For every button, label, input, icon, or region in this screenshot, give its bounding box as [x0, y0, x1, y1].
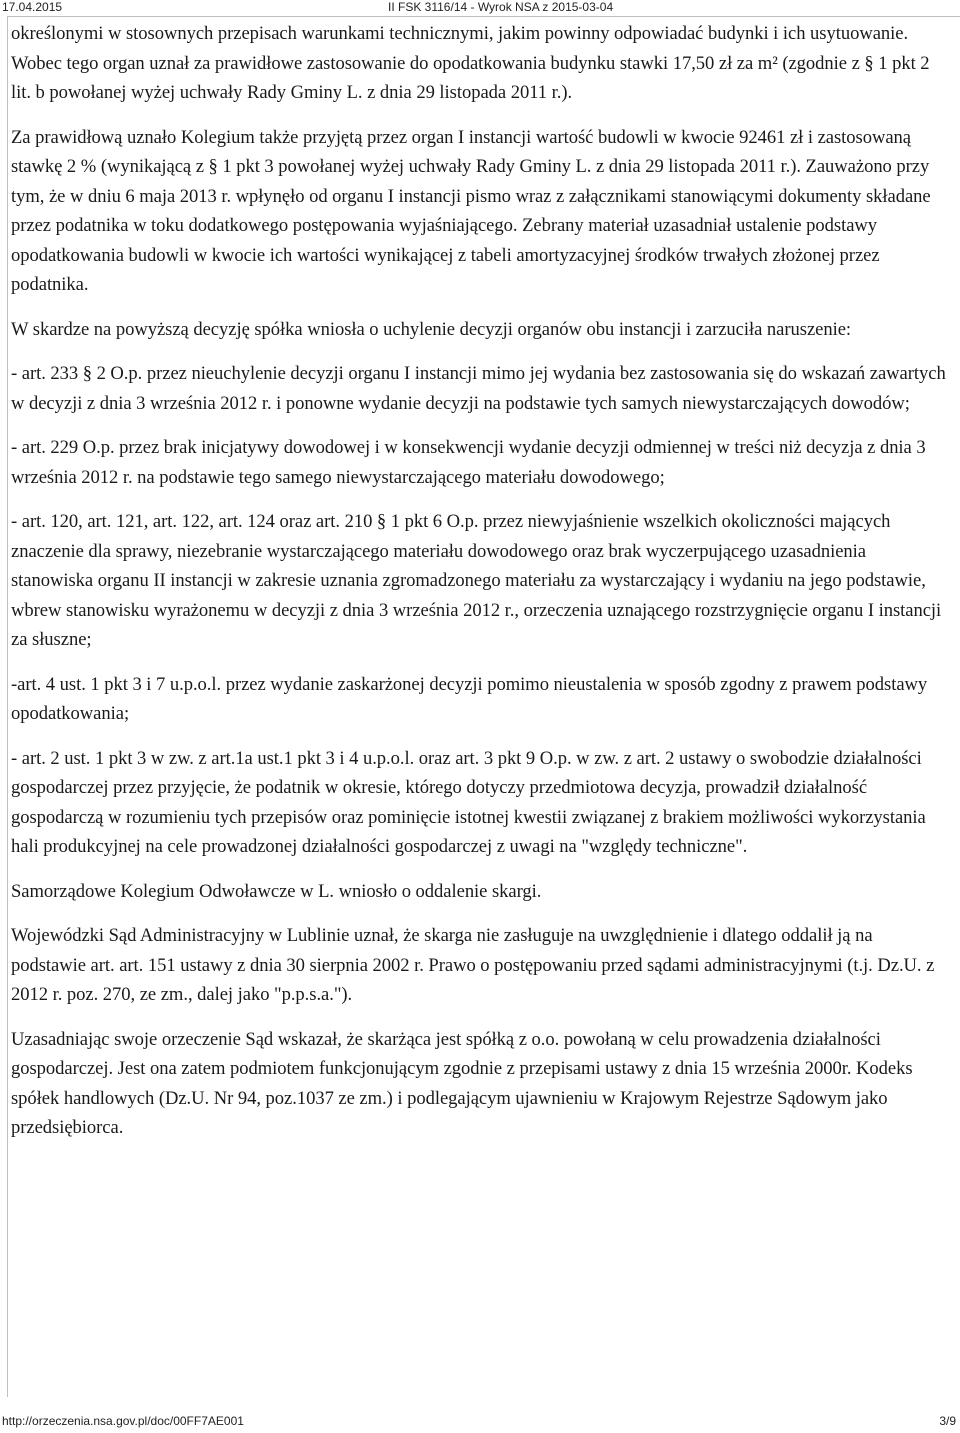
judgment-text — [11, 19, 951, 1158]
paragraph-charge-art-4: -art. 4 ust. 1 pkt 3 i 7 u.p.o.l. przez wydanie zaskarżonej decyzji pomimo nieustalenia w sposób zgodny z prawem podstawy opodatkowania; — [11, 673, 928, 724]
print-date: 17.04.2015 — [2, 0, 63, 14]
paragraph-building-rate: określonymi w stosownych przepisach warunkami technicznymi, jakim powinny odpowiadać budynki i ich usytuowanie. Wobec tego organ uznał za prawidłowe zastosowanie do opodatkowania budynku stawki 17,50 zł za m² (zgodnie z § 1 pkt 2 lit. b powołanej wyżej uchwały Rady Gminy L. z dnia 29 listopada 2011 r.). — [11, 23, 930, 103]
print-footer — [0, 1413, 960, 1429]
paragraph-structure-value: Za prawidłową uznało Kolegium także przyjętą przez organ I instancji wartość budowli w kwocie 92461 zł i zastosowaną stawkę 2 % (wynikającą z § 1 pkt 3 powołanej wyżej uchwały Rady Gminy L. z dnia 29 listopada 2011 r.). Zauważono przy tym, że w dniu 6 maja 2013 r. wpłynęło od organu I instancji pismo wraz z załącznikami stanowiącymi dokumenty składane przez podatnika w toku dodatkowego postępowania wyjaśniającego. Zebrany materiał uzasadniał ustalenie podstawy opodatkowania budowli w kwocie ich wartości wynikającej z tabeli amortyzacyjnej środków trwałych złożonej przez podatnika. — [11, 126, 931, 295]
paragraph-charge-art-2: - art. 2 ust. 1 pkt 3 w zw. z art.1a ust.1 pkt 3 i 4 u.p.o.l. oraz art. 3 pkt 9 O.p. w zw. z art. 2 ustawy o swobodzie działalności gospodarczej przez przyjęcie, że podatnik w okresie, którego dotyczy przedmiotowa decyzja, prowadził działalność gospodarczą w rozumieniu tych przepisów oraz pominięcie istotnej kwestii związanej z brakiem możliwości wykorzystania hali produkcyjnej na cele prowadzonej działalności gospodarczej z uwagi na "względy techniczne". — [11, 747, 926, 857]
paragraph-court-ruling: Wojewódzki Sąd Administracyjny w Lublinie uznał, że skarga nie zasługuje na uwzględnienie i dlatego oddalił ją na podstawie art. art. 151 ustawy z dnia 30 sierpnia 2002 r. Prawo o postępowaniu przed sądami administracyjnymi (t.j. Dz.U. z 2012 r. poz. 270, ze zm., dalej jako "p.p.s.a."). — [11, 925, 935, 1005]
document-title: II FSK 3116/14 - Wyrok NSA z 2015-03-04 — [388, 0, 614, 14]
page-number: 3/9 — [939, 1414, 956, 1428]
paragraph-court-reasoning: Uzasadniając swoje orzeczenie Sąd wskazał, że skarżąca jest spółką z o.o. powołaną w celu prowadzenia działalności gospodarczej. Jest ona zatem podmiotem funkcjonującym zgodnie z przepisami ustawy z dnia 15 września 2000r. Kodeks spółek handlowych (Dz.U. Nr 94, poz.1037 ze zm.) i podlegającym ujawnieniu w Krajowym Rejestrze Sądowym jako przedsiębiorca. — [11, 1028, 913, 1138]
paragraph-charge-art-120: - art. 120, art. 121, art. 122, art. 124 oraz art. 210 § 1 pkt 6 O.p. przez niewyjaśnienie wszelkich okoliczności mających znaczenie dla sprawy, niezebranie wystarczającego materiału dowodowego oraz brak wyczerpującego uzasadnienia stanowiska organu II instancji w zakresie uznania zgromadzonego materiału za wystarczający i wydaniu na jego podstawie, wbrew stanowisku wyrażonemu w decyzji z dnia 3 września 2012 r., orzeczenia uznającego rozstrzygnięcie organu I instancji za słuszne; — [11, 511, 942, 650]
source-url: http://orzeczenia.nsa.gov.pl/doc/00FF7AE001 — [2, 1414, 244, 1428]
paragraph-charge-art-233: - art. 233 § 2 O.p. przez nieuchylenie decyzji organu I instancji mimo jej wydania bez zastosowania się do wskazań zawartych w decyzji z dnia 3 września 2012 r. i ponowne wydanie decyzji na podstawie tych samych niewystarczających dowodów; — [11, 363, 946, 414]
paragraph-complaint-intro: W skardze na powyższą decyzję spółka wniosła o uchylenie decyzji organów obu instancji i zarzuciła naruszenie: — [11, 318, 852, 340]
paragraph-college-response: Samorządowe Kolegium Odwoławcze w L. wniosło o oddalenie skargi. — [11, 880, 542, 902]
print-header — [0, 0, 960, 14]
paragraph-charge-art-229: - art. 229 O.p. przez brak inicjatywy dowodowej i w konsekwencji wydanie decyzji odmiennej w treści niż decyzja z dnia 3 września 2012 r. na podstawie tego samego niewystarczającego materiału dowodowego; — [11, 437, 926, 488]
